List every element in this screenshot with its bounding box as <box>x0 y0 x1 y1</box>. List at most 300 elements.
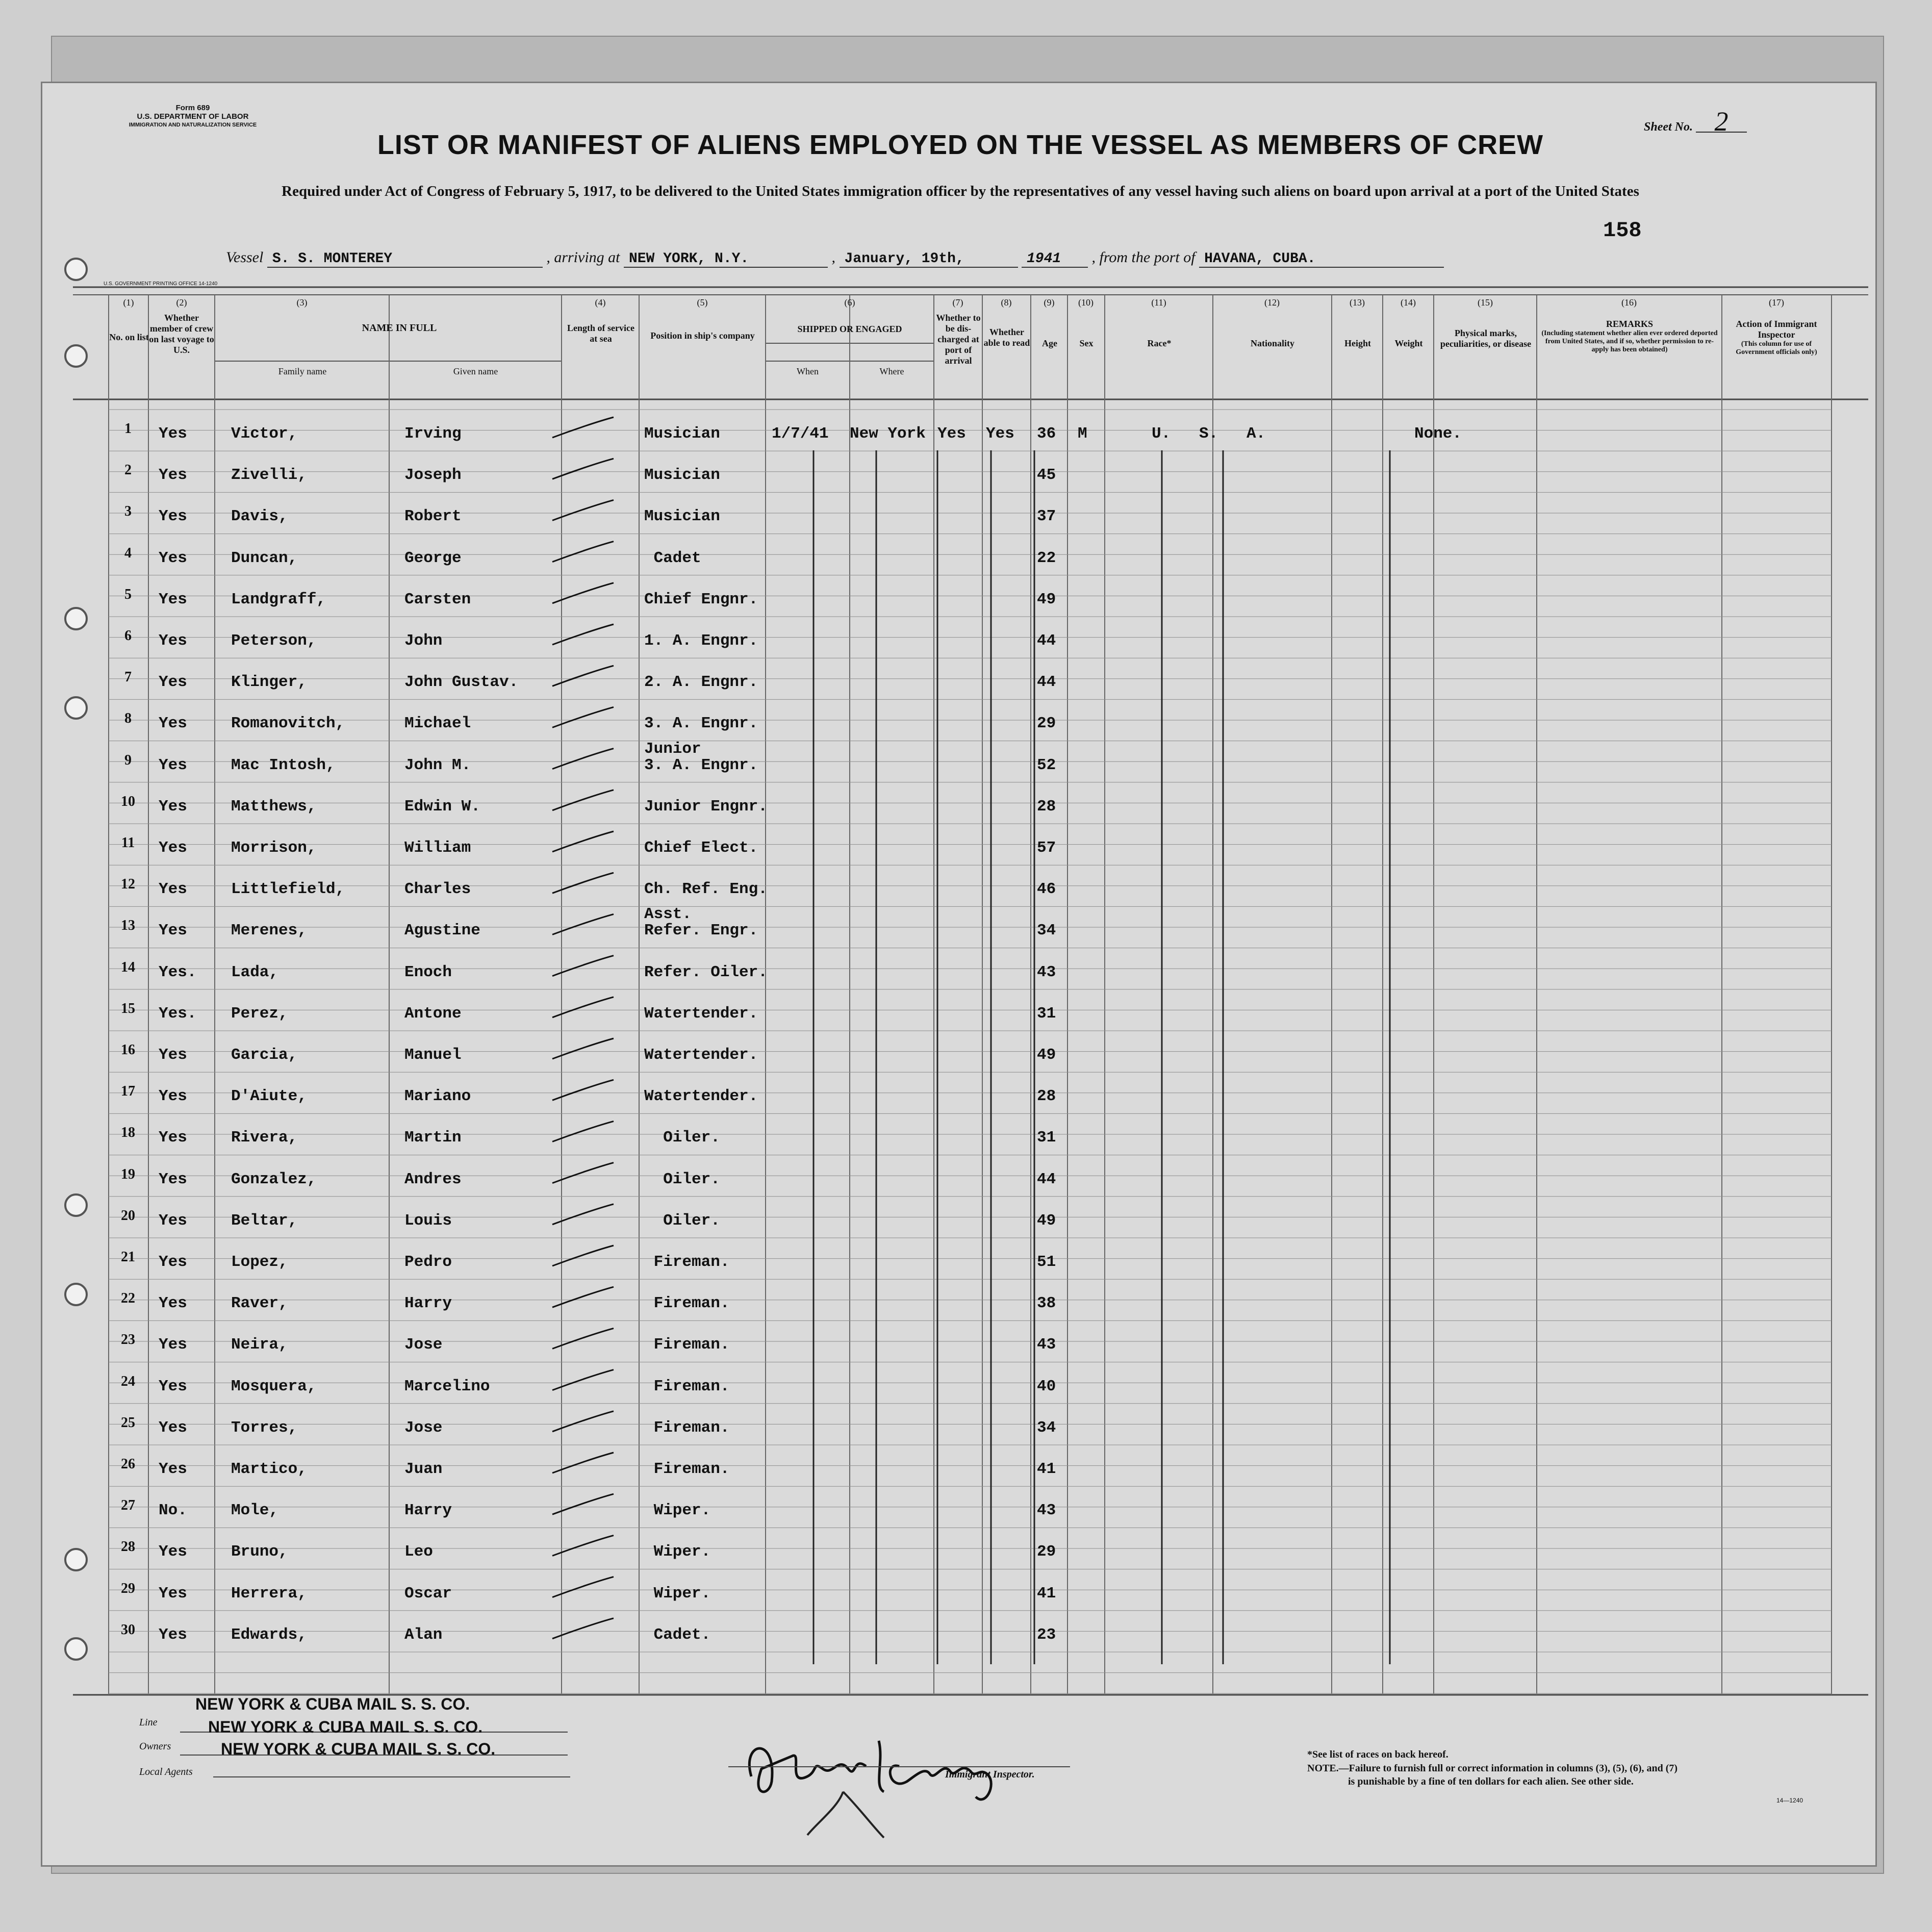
header-where: Where <box>879 366 904 376</box>
position-cell: Watertender. <box>644 1046 758 1064</box>
action-note: (This column for use of Government officials only) <box>1736 340 1817 356</box>
family-name-cell: Martico, <box>231 1460 307 1478</box>
family-name-cell: Lopez, <box>231 1253 288 1271</box>
position-cell: Musician <box>644 466 720 485</box>
column-number: (12) <box>1264 297 1280 308</box>
gpo-imprint: U.S. GOVERNMENT PRINTING OFFICE 14-1240 <box>104 281 218 287</box>
member-cell: Yes <box>159 1336 187 1354</box>
tick-mark <box>552 583 614 603</box>
member-cell: Yes <box>159 797 187 816</box>
page-title: LIST OR MANIFEST OF ALIENS EMPLOYED ON THE VESSEL AS MEMBERS OF CREW <box>377 130 1544 160</box>
member-cell: Yes <box>159 1625 187 1644</box>
member-cell: Yes. <box>159 963 197 981</box>
form-number: Form 689 <box>175 104 210 112</box>
row-number: 4 <box>124 545 132 561</box>
column-number: (6) <box>844 297 855 308</box>
header-shipped-engaged: SHIPPED OR ENGAGED <box>797 324 902 334</box>
arrival-year: 1941 <box>1022 251 1088 268</box>
given-name-cell: Manuel <box>404 1046 462 1064</box>
member-cell: Yes <box>159 1170 187 1188</box>
given-name-cell: Marcelino <box>404 1377 490 1395</box>
position-cell: Fireman. <box>644 1253 730 1271</box>
discharged-cell: Yes <box>937 425 966 443</box>
binder-hole <box>64 607 88 630</box>
age-cell: 43 <box>1037 1502 1056 1520</box>
header-position: Position in ship's company <box>650 331 755 341</box>
header-no: No. on list <box>109 332 149 342</box>
row-number: 9 <box>124 752 132 768</box>
column-number: (16) <box>1621 297 1637 308</box>
tick-mark <box>552 417 614 438</box>
sheet-value: 2 <box>1696 111 1747 133</box>
position-cell: Cadet. <box>644 1625 711 1644</box>
given-name-cell: Pedro <box>404 1253 452 1271</box>
tick-mark <box>552 459 614 479</box>
header-nationality: Nationality <box>1250 338 1294 348</box>
row-number: 28 <box>121 1539 135 1555</box>
family-name-cell: Littlefield, <box>231 880 345 899</box>
header-action <box>1723 319 1830 357</box>
header-sex: Sex <box>1079 338 1094 348</box>
position-cell: Fireman. <box>644 1294 730 1313</box>
given-name-cell: John Gustav. <box>404 673 519 692</box>
position-cell: Wiper. <box>644 1543 711 1561</box>
family-name-cell: Perez, <box>231 1004 288 1023</box>
tick-mark <box>552 1204 614 1225</box>
given-name-cell: Juan <box>404 1460 443 1478</box>
tick-mark <box>552 1577 614 1597</box>
position-cell: Oiler. <box>644 1129 720 1147</box>
family-name-cell: Mole, <box>231 1502 279 1520</box>
given-name-cell: Edwin W. <box>404 797 480 816</box>
header-when: When <box>797 366 819 376</box>
given-name-cell: Jose <box>404 1418 443 1437</box>
given-name-cell: William <box>404 839 471 857</box>
tick-mark <box>552 666 614 686</box>
header-height: Height <box>1344 338 1371 348</box>
given-name-cell: Joseph <box>404 466 462 485</box>
header-able-to-read: Whether able to read <box>983 327 1030 348</box>
position-cell: 3. A. Engnr. <box>644 756 758 774</box>
column-number: (5) <box>697 297 708 308</box>
member-cell: Yes <box>159 1129 187 1147</box>
row-number: 23 <box>121 1332 135 1348</box>
row-number: 6 <box>124 628 132 644</box>
given-name-cell: John M. <box>404 756 471 774</box>
family-name-cell: Landgraff, <box>231 590 326 608</box>
binder-hole <box>64 344 88 368</box>
header-name-in-full: NAME IN FULL <box>362 322 437 334</box>
member-cell: Yes <box>159 1294 187 1313</box>
family-name-cell: Davis, <box>231 507 288 526</box>
penalty-note-1: NOTE.—Failure to furnish full or correct information in columns (3), (5), (6), and (7) <box>1307 1763 1678 1774</box>
inspector-rule <box>728 1766 1070 1767</box>
vessel-label: Vessel <box>226 249 264 266</box>
age-cell: 34 <box>1037 922 1056 940</box>
column-number: (4) <box>595 297 606 308</box>
position-cell: Refer. Oiler. <box>644 963 768 981</box>
tick-mark <box>552 956 614 976</box>
column-number: (2) <box>176 297 187 308</box>
age-cell: 49 <box>1037 1211 1056 1230</box>
remarks-note: (Including statement whether alien ever ordered deported from United States, and if so, whether permission to re-apply has been obtained) <box>1541 329 1718 353</box>
position-cell: Ch. Ref. Eng. <box>644 880 768 899</box>
binder-hole <box>64 1548 88 1571</box>
tick-mark <box>552 1535 614 1556</box>
row-number: 21 <box>121 1249 135 1265</box>
header-length-service: Length of service at sea <box>567 323 634 344</box>
vessel-line: Vessel S. S. MONTEREY , arriving at NEW YORK, N.Y. , January, 19th, 1941 , from the port of HAVANA, CUBA. <box>226 249 1444 268</box>
from-label: , from the port of <box>1091 249 1196 266</box>
member-cell: Yes <box>159 1377 187 1395</box>
when-cell: 1/7/41 <box>772 425 829 443</box>
member-cell: Yes. <box>159 1004 197 1023</box>
row-number: 10 <box>121 793 135 809</box>
age-cell: 29 <box>1037 715 1056 733</box>
row-number: 25 <box>121 1414 135 1431</box>
position-cell: Chief Engnr. <box>644 590 758 608</box>
header-remarks <box>1538 319 1721 354</box>
position-cell: Wiper. <box>644 1584 711 1603</box>
row-number: 26 <box>121 1456 135 1472</box>
given-name-cell: Andres <box>404 1170 462 1188</box>
races-note: *See list of races on back hereof. <box>1307 1749 1448 1760</box>
position-cell: Oiler. <box>644 1211 720 1230</box>
manifest-page <box>41 82 1877 1867</box>
agents-rule <box>213 1776 570 1777</box>
age-cell: 52 <box>1037 756 1056 774</box>
column-number: (9) <box>1044 297 1055 308</box>
age-cell: 23 <box>1037 1625 1056 1644</box>
tick-mark <box>552 1038 614 1059</box>
member-cell: No. <box>159 1502 187 1520</box>
member-cell: Yes <box>159 922 187 940</box>
inspector-label: Immigrant Inspector. <box>945 1769 1035 1780</box>
nationality-cell: U. S. A. <box>1152 425 1266 443</box>
member-cell: Yes <box>159 549 187 567</box>
tick-mark <box>552 831 614 852</box>
family-name-cell: Morrison, <box>231 839 317 857</box>
row-number: 11 <box>121 835 135 851</box>
sheet-label: Sheet No. <box>1644 120 1693 134</box>
penalty-note-2: is punishable by a fine of ten dollars for each alien. See other side. <box>1348 1776 1634 1787</box>
age-cell: 43 <box>1037 1336 1056 1354</box>
row-number: 15 <box>121 1000 135 1016</box>
tick-mark <box>552 1245 614 1266</box>
tick-mark <box>552 1328 614 1349</box>
column-number: (11) <box>1151 297 1166 308</box>
given-name-cell: Robert <box>404 507 462 526</box>
row-number: 22 <box>121 1290 135 1307</box>
tick-mark <box>552 1494 614 1514</box>
position-cell: Musician <box>644 425 720 443</box>
arrival-port: NEW YORK, N.Y. <box>624 251 828 268</box>
header-member: Whether member of crew on last voyage to U.S. <box>149 313 214 355</box>
row-number: 16 <box>121 1042 135 1058</box>
column-number: (17) <box>1769 297 1784 308</box>
age-cell: 44 <box>1037 1170 1056 1188</box>
tick-mark <box>552 1287 614 1307</box>
form-code: 14—1240 <box>1776 1797 1803 1804</box>
family-name-cell: Lada, <box>231 963 279 981</box>
tick-mark <box>552 997 614 1018</box>
column-number: (7) <box>952 297 963 308</box>
position-cell: Refer. Engr. <box>644 922 758 940</box>
age-cell: 51 <box>1037 1253 1056 1271</box>
tick-mark <box>552 873 614 893</box>
arriving-label: , arriving at <box>546 249 620 266</box>
position-cell: 3. A. Engnr. <box>644 715 758 733</box>
member-cell: Yes <box>159 1584 187 1603</box>
given-name-cell: Enoch <box>404 963 452 981</box>
family-name-cell: Torres, <box>231 1418 298 1437</box>
tick-mark <box>552 1618 614 1639</box>
tick-mark <box>552 1163 614 1183</box>
age-cell: 57 <box>1037 839 1056 857</box>
row-number: 12 <box>121 876 135 893</box>
column-number: (3) <box>296 297 308 308</box>
member-cell: Yes <box>159 632 187 650</box>
given-name-cell: Alan <box>404 1625 443 1644</box>
age-cell: 37 <box>1037 507 1056 526</box>
row-number: 24 <box>121 1373 135 1389</box>
department-name: U.S. DEPARTMENT OF LABOR <box>137 112 249 121</box>
row-number: 14 <box>121 959 135 975</box>
row-number: 30 <box>121 1621 135 1638</box>
vessel-name: S. S. MONTEREY <box>267 251 543 268</box>
line-label: Line <box>139 1717 158 1728</box>
member-cell: Yes <box>159 673 187 692</box>
tick-mark <box>552 1453 614 1473</box>
age-cell: 29 <box>1037 1543 1056 1561</box>
member-cell: Yes <box>159 1418 187 1437</box>
given-name-cell: Antone <box>404 1004 462 1023</box>
given-name-cell: Harry <box>404 1294 452 1313</box>
row-number: 27 <box>121 1497 135 1514</box>
position-cell: 1. A. Engnr. <box>644 632 758 650</box>
given-name-cell: Martin <box>404 1129 462 1147</box>
given-name-cell: Charles <box>404 880 471 899</box>
family-name-cell: Mosquera, <box>231 1377 317 1395</box>
family-name-cell: Merenes, <box>231 922 307 940</box>
column-number: (1) <box>123 297 134 308</box>
member-cell: Yes <box>159 590 187 608</box>
tick-mark <box>552 500 614 520</box>
family-name-cell: Peterson, <box>231 632 317 650</box>
member-cell: Yes <box>159 466 187 485</box>
binder-hole <box>64 696 88 720</box>
header-weight: Weight <box>1394 338 1423 348</box>
age-cell: 31 <box>1037 1129 1056 1147</box>
age-cell: 46 <box>1037 880 1056 899</box>
position-cell: Fireman. <box>644 1418 730 1437</box>
owners-label: Owners <box>139 1741 171 1752</box>
service-name: IMMIGRATION AND NATURALIZATION SERVICE <box>129 122 257 128</box>
tick-mark <box>552 1121 614 1141</box>
binder-hole <box>64 1283 88 1306</box>
tick-mark <box>552 914 614 934</box>
family-name-cell: Gonzalez, <box>231 1170 317 1188</box>
tick-mark <box>552 542 614 562</box>
arrival-date: January, 19th, <box>840 251 1018 268</box>
family-name-cell: Duncan, <box>231 549 298 567</box>
age-cell: 40 <box>1037 1377 1056 1395</box>
column-number: (10) <box>1078 297 1094 308</box>
tick-mark <box>552 1411 614 1432</box>
header-age: Age <box>1042 338 1057 348</box>
owners-value: NEW YORK & CUBA MAIL S. S. CO. <box>208 1718 483 1736</box>
family-name-cell: Beltar, <box>231 1211 298 1230</box>
position-cell: Cadet <box>644 549 701 567</box>
age-cell: 44 <box>1037 673 1056 692</box>
stamp-number: 158 <box>1603 218 1642 243</box>
age-cell: 28 <box>1037 797 1056 816</box>
agents-value: NEW YORK & CUBA MAIL S. S. CO. <box>221 1740 496 1758</box>
family-name-cell: Herrera, <box>231 1584 307 1603</box>
family-name-cell: Garcia, <box>231 1046 298 1064</box>
header-family-name: Family name <box>278 366 327 376</box>
tick-mark <box>552 749 614 769</box>
family-name-cell: Edwards, <box>231 1625 307 1644</box>
given-name-cell: George <box>404 549 462 567</box>
row-number: 18 <box>121 1125 135 1141</box>
line-value: NEW YORK & CUBA MAIL S. S. CO. <box>195 1695 470 1713</box>
family-name-cell: Raver, <box>231 1294 288 1313</box>
age-cell: 49 <box>1037 1046 1056 1064</box>
member-cell: Yes <box>159 1460 187 1478</box>
tick-mark <box>552 1080 614 1100</box>
row-number: 17 <box>121 1083 135 1100</box>
age-cell: 34 <box>1037 1418 1056 1437</box>
family-name-cell: Klinger, <box>231 673 307 692</box>
header-given-name: Given name <box>453 366 498 376</box>
agents-label: Local Agents <box>139 1766 193 1777</box>
header-discharged: Whether to be dis-charged at port of arrival <box>936 313 981 366</box>
column-number: (8) <box>1001 297 1012 308</box>
read-cell: Yes <box>986 425 1014 443</box>
age-cell: 31 <box>1037 1004 1056 1023</box>
tick-mark <box>552 624 614 645</box>
given-name-cell: Leo <box>404 1543 433 1561</box>
given-name-cell: Michael <box>404 715 471 733</box>
header-physical-marks: Physical marks, peculiarities, or disease <box>1440 328 1532 349</box>
tick-mark <box>552 1370 614 1390</box>
physical-marks-cell: None. <box>1414 425 1462 443</box>
remarks-title: REMARKS <box>1606 319 1653 329</box>
given-name-cell: Oscar <box>404 1584 452 1603</box>
position-cell: Fireman. <box>644 1336 730 1354</box>
bleed-through-text <box>1226 1022 1827 1685</box>
position-cell: Musician <box>644 507 720 526</box>
family-name-cell: Neira, <box>231 1336 288 1354</box>
member-cell: Yes <box>159 880 187 899</box>
age-cell: 41 <box>1037 1460 1056 1478</box>
binder-hole <box>64 1637 88 1661</box>
family-name-cell: Zivelli, <box>231 466 307 485</box>
given-name-cell: John <box>404 632 443 650</box>
family-name-cell: Rivera, <box>231 1129 298 1147</box>
given-name-cell: Irving <box>404 425 462 443</box>
member-cell: Yes <box>159 1211 187 1230</box>
member-cell: Yes <box>159 1543 187 1561</box>
row-number: 8 <box>124 710 132 727</box>
family-name-cell: Bruno, <box>231 1543 288 1561</box>
family-name-cell: Victor, <box>231 425 298 443</box>
member-cell: Yes <box>159 1046 187 1064</box>
row-number: 3 <box>124 503 132 520</box>
row-number: 5 <box>124 586 132 602</box>
position-cell: Oiler. <box>644 1170 720 1188</box>
member-cell: Yes <box>159 839 187 857</box>
age-cell: 41 <box>1037 1584 1056 1603</box>
row-number: 7 <box>124 669 132 685</box>
binder-hole <box>64 1193 88 1217</box>
age-cell: 44 <box>1037 632 1056 650</box>
position-cell: Wiper. <box>644 1502 711 1520</box>
family-name-cell: Matthews, <box>231 797 317 816</box>
position-cell: Watertender. <box>644 1004 758 1023</box>
position-cell: 2. A. Engnr. <box>644 673 758 692</box>
given-name-cell: Agustine <box>404 922 480 940</box>
column-number: (14) <box>1401 297 1416 308</box>
row-number: 20 <box>121 1207 135 1224</box>
page-subtitle: Required under Act of Congress of February 5, 1917, to be delivered to the United States immigration officer by the representatives of any vessel having such aliens on board upon arrival at a port of the United States <box>282 183 1639 199</box>
age-cell: 38 <box>1037 1294 1056 1313</box>
position-cell-upper: Junior <box>644 740 701 758</box>
age-cell: 36 <box>1037 425 1056 443</box>
member-cell: Yes <box>159 507 187 526</box>
inspector-signature <box>731 1720 1088 1853</box>
row-number: 1 <box>124 421 132 437</box>
row-number: 13 <box>121 918 135 934</box>
family-name-cell: Mac Intosh, <box>231 756 336 774</box>
tick-mark <box>552 790 614 810</box>
given-name-cell: Mariano <box>404 1087 471 1106</box>
family-name-cell: D'Aiute, <box>231 1087 307 1106</box>
row-number: 29 <box>121 1580 135 1596</box>
member-cell: Yes <box>159 715 187 733</box>
given-name-cell: Jose <box>404 1336 443 1354</box>
row-number: 2 <box>124 462 132 478</box>
position-cell: Junior Engnr. <box>644 797 768 816</box>
form-identifier <box>109 104 277 130</box>
member-cell: Yes <box>159 756 187 774</box>
header-race: Race* <box>1147 338 1172 348</box>
position-cell: Fireman. <box>644 1377 730 1395</box>
action-title: Action of Immigrant Inspector <box>1736 319 1817 340</box>
tick-mark <box>552 707 614 727</box>
member-cell: Yes <box>159 425 187 443</box>
position-cell: Fireman. <box>644 1460 730 1478</box>
age-cell: 49 <box>1037 590 1056 608</box>
given-name-cell: Carsten <box>404 590 471 608</box>
sex-cell: M <box>1078 425 1087 443</box>
family-name-cell: Romanovitch, <box>231 715 345 733</box>
given-name-cell: Louis <box>404 1211 452 1230</box>
row-number: 19 <box>121 1166 135 1182</box>
age-cell: 45 <box>1037 466 1056 485</box>
member-cell: Yes <box>159 1253 187 1271</box>
binder-hole <box>64 258 88 281</box>
age-cell: 43 <box>1037 963 1056 981</box>
column-number: (13) <box>1350 297 1365 308</box>
position-cell: Watertender. <box>644 1087 758 1106</box>
member-cell: Yes <box>159 1087 187 1106</box>
column-number: (15) <box>1478 297 1493 308</box>
position-cell-upper: Asst. <box>644 905 692 924</box>
where-cell: New York <box>850 425 926 443</box>
given-name-cell: Harry <box>404 1502 452 1520</box>
